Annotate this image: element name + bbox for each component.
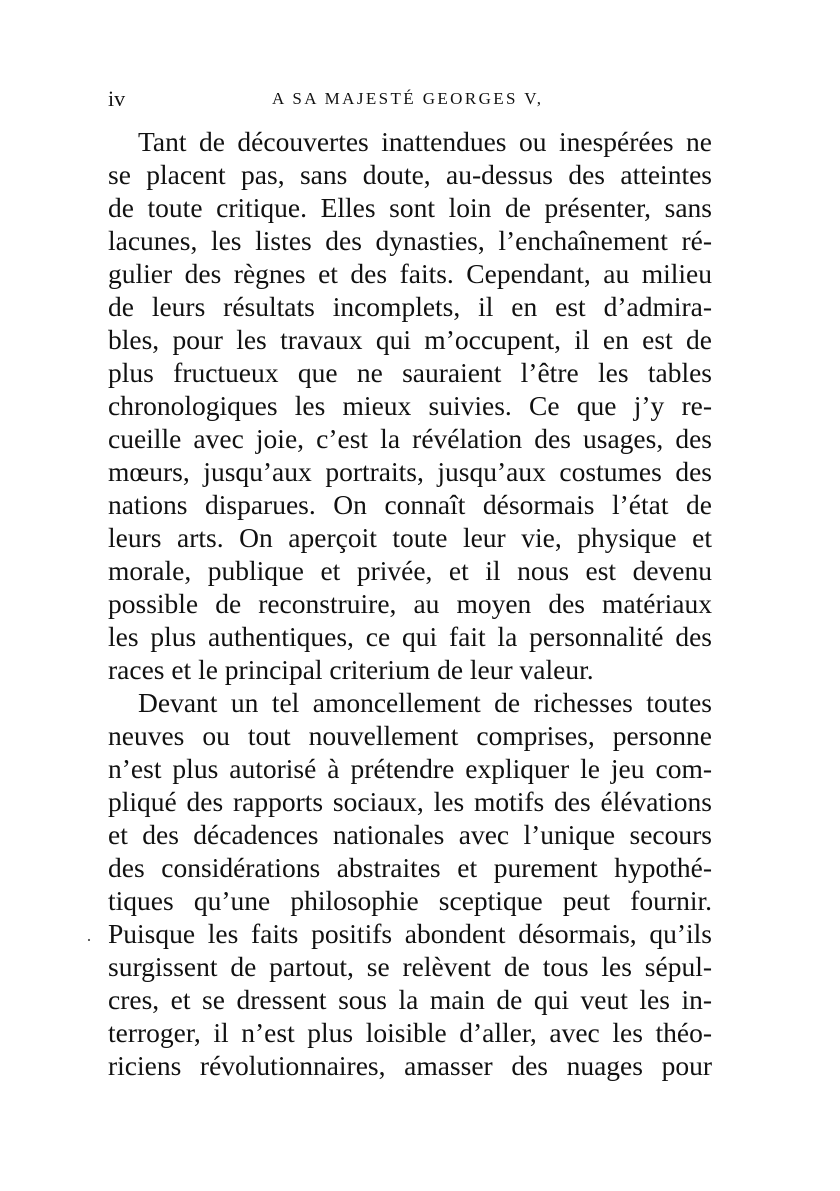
- paragraph-2: [108, 686, 712, 1082]
- running-head: [108, 86, 712, 116]
- text-line: leurs arts. On aperçoit toute leur vie, physique et: [108, 522, 712, 553]
- text-line: les plus authentiques, ce qui fait la personnalité des: [108, 621, 712, 652]
- text-line: bles, pour les travaux qui m’occupent, il en est de: [108, 324, 712, 355]
- text-line: nations disparues. On connaît désormais l’état de: [108, 489, 712, 520]
- text-line: de toute critique. Elles sont loin de présenter, sans: [108, 192, 712, 223]
- text-line: riciens révolutionnaires, amasser des nuages pour: [108, 1050, 712, 1081]
- text-line: Devant un tel amoncellement de richesses toutes: [138, 687, 712, 718]
- text-line: des considérations abstraites et purement hypothé-: [108, 852, 712, 883]
- text-line: pliqué des rapports sociaux, les motifs des élévations: [108, 786, 712, 817]
- text-line: morale, publique et privée, et il nous est devenu: [108, 555, 712, 586]
- text-line: gulier des règnes et des faits. Cependant, au milieu: [108, 258, 712, 289]
- text-line: et des décadences nationales avec l’unique secours: [108, 819, 712, 850]
- text-line: lacunes, les listes des dynasties, l’enchaînement ré-: [108, 225, 712, 256]
- text-line: se placent pas, sans doute, au-dessus des atteintes: [108, 159, 712, 190]
- text-line: Tant de découvertes inattendues ou inespérées ne: [138, 126, 712, 157]
- text-line: de leurs résultats incomplets, il en est d’admira-: [108, 291, 712, 322]
- page-number: iv: [108, 86, 126, 111]
- paragraph-1: [108, 125, 712, 686]
- text-line: tiques qu’une philosophie sceptique peut fournir.: [108, 885, 712, 916]
- text-line: n’est plus autorisé à prétendre expliquer le jeu com-: [108, 753, 712, 784]
- text-line: possible de reconstruire, au moyen des matériaux: [108, 588, 712, 619]
- text-line: neuves ou tout nouvellement comprises, personne: [108, 720, 712, 751]
- margin-mark: ·: [86, 930, 92, 950]
- text-line: chronologiques les mieux suivies. Ce que j’y re-: [108, 390, 712, 421]
- running-title: A SA MAJESTÉ GEORGES V,: [272, 89, 544, 108]
- text-line: plus fructueux que ne sauraient l’être les tables: [108, 357, 712, 388]
- body-text: [108, 125, 712, 1082]
- text-line: races et le principal criterium de leur valeur.: [108, 654, 594, 685]
- text-line: terroger, il n’est plus loisible d’aller, avec les théo-: [108, 1017, 712, 1048]
- text-line: surgissent de partout, se relèvent de tous les sépul-: [108, 951, 712, 982]
- text-line: cres, et se dressent sous la main de qui veut les in-: [108, 984, 712, 1015]
- text-line: cueille avec joie, c’est la révélation des usages, des: [108, 423, 712, 454]
- text-line: Puisque les faits positifs abondent désormais, qu’ils: [108, 918, 712, 949]
- text-line: mœurs, jusqu’aux portraits, jusqu’aux costumes des: [108, 456, 712, 487]
